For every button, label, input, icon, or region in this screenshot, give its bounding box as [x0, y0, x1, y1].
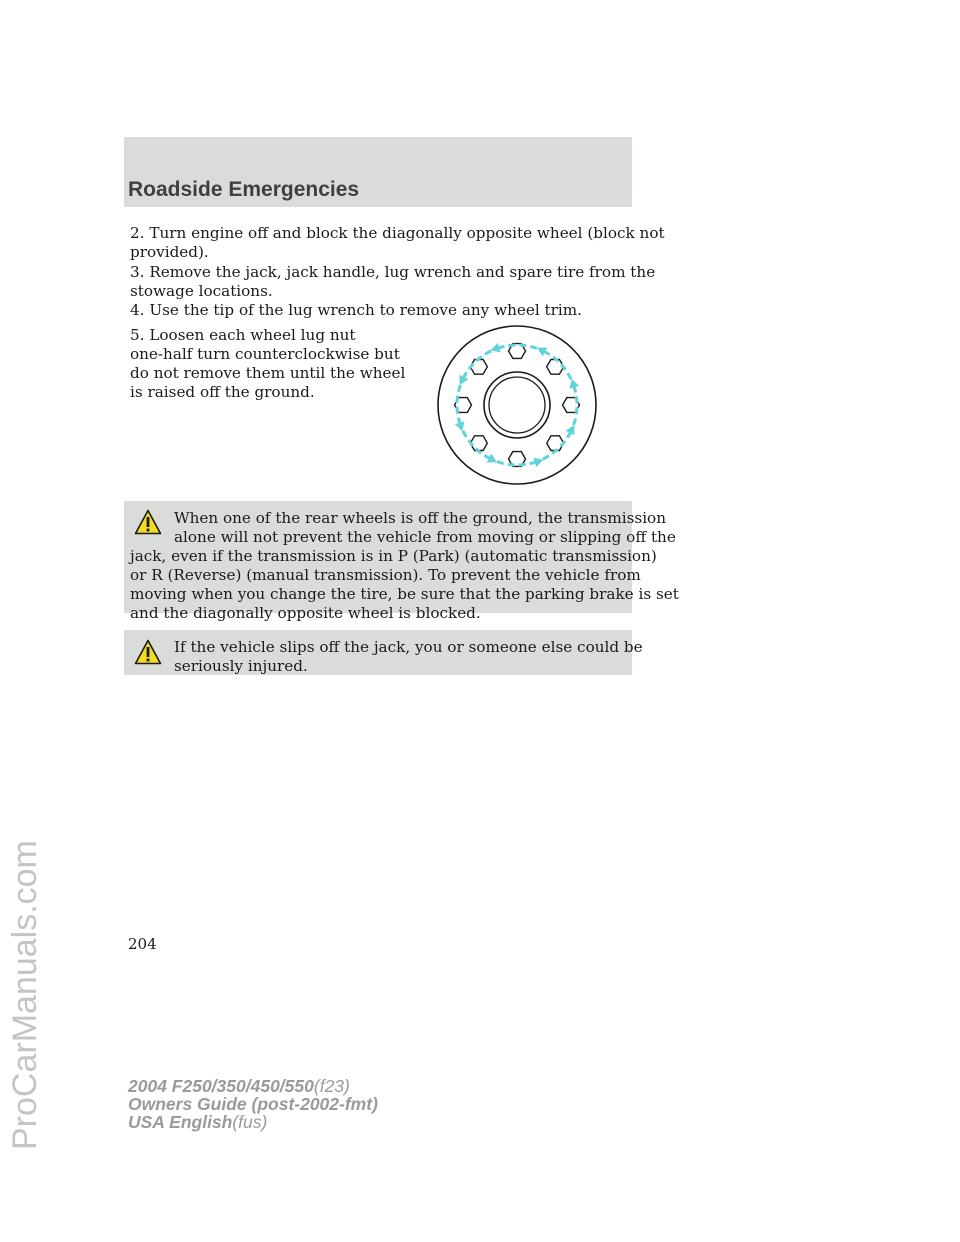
warning-box-jack-slip	[124, 630, 643, 675]
warning-text: When one of the rear wheels is off the ground, the transmission alone will not prevent the vehicle from moving or slipping off the jack, even if the transmission is in P (Park) (automatic transmission) or R (Reverse) (manual transmission). To prevent the vehicle from moving when you change the tire, be sure that the parking brake is set and the diagonally opposite wheel is blocked.	[130, 509, 679, 622]
step-2: 2. Turn engine off and block the diagonally opposite wheel (block not provided).	[130, 224, 665, 261]
warning-box-rear-wheels	[124, 501, 679, 622]
footer-info: 2004 F250/350/450/550(f23) Owners Guide (post-2002-fmt) USA English(fus)	[128, 1076, 378, 1132]
lug-nut	[470, 436, 487, 451]
step-5: 5. Loosen each wheel lug nut one-half turn counterclockwise but do not remove them until the wheel is raised off the ground.	[130, 326, 406, 401]
hub-inner-ring	[489, 377, 545, 433]
step-3: 3. Remove the jack, jack handle, lug wrench and spare tire from the stowage locations.	[130, 263, 656, 300]
lug-nut	[547, 436, 564, 451]
step-4: 4. Use the tip of the lug wrench to remove any wheel trim.	[130, 301, 582, 319]
watermark: ProCarManuals.com	[6, 840, 44, 1150]
lug-nut	[547, 360, 564, 375]
lug-nut	[470, 360, 487, 375]
page-title: Roadside Emergencies	[128, 178, 360, 201]
warning-text: If the vehicle slips off the jack, you or someone else could be seriously injured.	[174, 638, 643, 675]
lug-nut-loosening-diagram	[432, 320, 602, 490]
page-number: 204	[128, 935, 157, 953]
